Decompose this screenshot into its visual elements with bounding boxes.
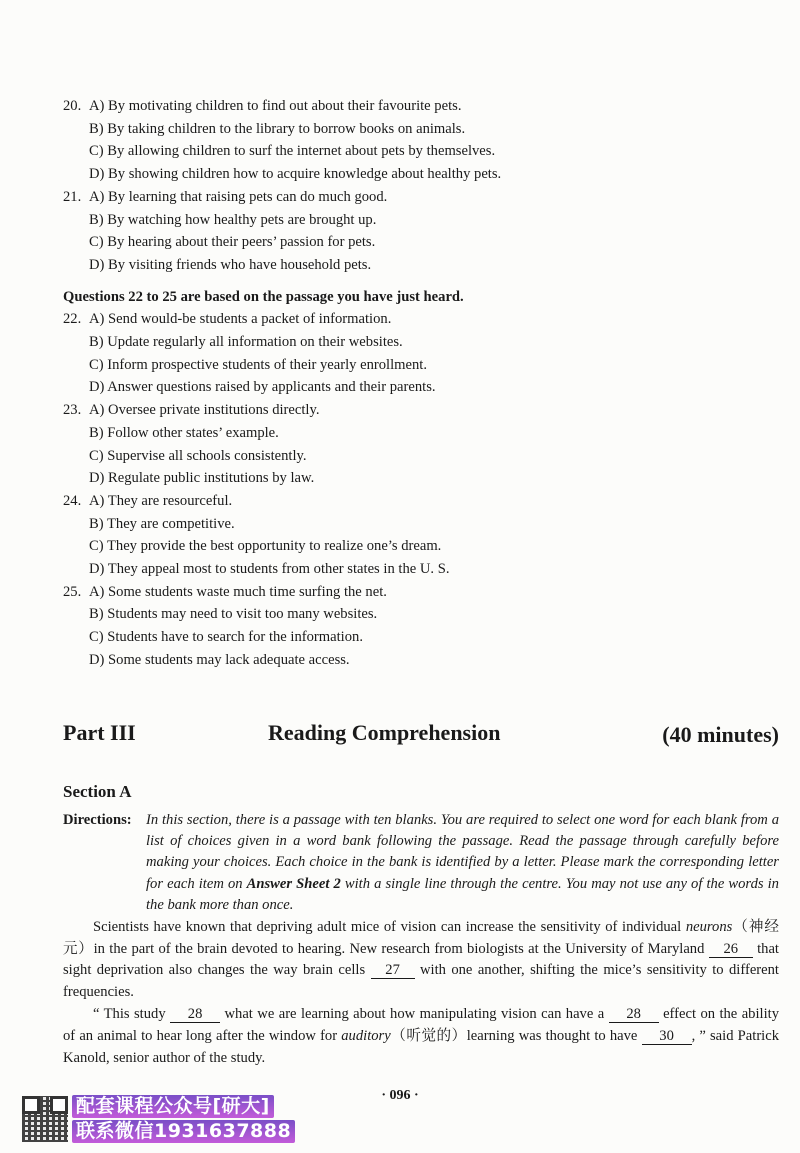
answer-sheet-ref: Answer Sheet 2 (246, 875, 341, 892)
option-text: A) By motivating children to find out about their favourite pets. (89, 98, 462, 114)
watermark-line-2: 联系微信1931637888 (72, 1120, 295, 1143)
option-text: B) Students may need to visit too many websites. (89, 606, 378, 623)
question-option (63, 209, 763, 232)
question-option (63, 118, 763, 141)
option-text: C) By allowing children to surf the internet about pets by themselves. (89, 143, 496, 160)
question-option (63, 186, 763, 209)
qr-code-icon (22, 1096, 68, 1142)
blank-28b: 28 (609, 1006, 659, 1023)
question-option (63, 626, 763, 649)
question-number: 20. (63, 98, 82, 114)
passage-paragraph: Scientists have known that depriving adult mice of vision can increase the sensitivity of individual neurons（神经元）in the part of the brain devoted to hearing. New research from biologists at the University of Maryland 26 that sight deprivation also changes the way brain cells 27 with one another, shifting the mice’s sensitivity to different frequencies. (63, 919, 779, 1000)
question-option (63, 422, 763, 445)
option-text: C) Supervise all schools consistently. (89, 447, 307, 464)
directions-text: In this section, there is a passage with ten blanks. You are required to select one word for each blank from a list of choices given in a word bank following the passage. Read the passage through carefully before making your choices. Each choice in the bank is identified by a letter. Please mark the corresponding letter for each item on Answer Sheet 2 with a single line through the centre. You may not use any of the words in the bank more than once. (146, 812, 779, 913)
option-text: C) Students have to search for the information. (89, 629, 363, 646)
question-option (63, 399, 763, 422)
question-option (63, 254, 763, 277)
question-option (63, 581, 763, 604)
option-text: D) Answer questions raised by applicants and their parents. (89, 379, 436, 396)
option-text: C) By hearing about their peers’ passion for pets. (89, 234, 376, 251)
question-option (63, 490, 763, 513)
option-text: A) Some students waste much time surfing the net. (89, 583, 387, 600)
passage-paragraph: “ This study 28 what we are learning about how manipulating vision can have a 28 effect on the ability of an animal to hear long after the window for auditory（听觉的）learning was thought to have 30 , ” said Patrick Kanold, senior author of the study. (63, 1006, 780, 1066)
question-option (63, 649, 763, 672)
blank-30: 30 (642, 1028, 692, 1045)
option-text: C) They provide the best opportunity to realize one’s dream. (89, 538, 442, 555)
part-time: (40 minutes) (662, 722, 779, 747)
watermark (22, 1094, 322, 1146)
question-option (63, 354, 763, 377)
passage-heading: Questions 22 to 25 are based on the passage you have just heard. (63, 288, 464, 305)
option-text: B) They are competitive. (89, 515, 235, 532)
part-header (63, 720, 779, 754)
question-option (63, 95, 763, 118)
question-number: 21. (63, 188, 82, 205)
question-option (63, 376, 763, 399)
option-text: A) Send would-be students a packet of information. (89, 311, 392, 328)
option-text: A) They are resourceful. (89, 492, 233, 509)
option-text: D) By showing children how to acquire knowledge about healthy pets. (89, 166, 502, 183)
option-text: B) Update regularly all information on their websites. (89, 334, 403, 351)
option-text: A) Oversee private institutions directly. (89, 402, 320, 419)
option-text: D) Some students may lack adequate access. (89, 651, 350, 668)
question-number: 24. (63, 492, 82, 509)
directions (63, 810, 779, 916)
watermark-line-1: 配套课程公众号[研大] (72, 1095, 274, 1118)
question-option (63, 163, 763, 186)
option-text: A) By learning that raising pets can do much good. (89, 188, 388, 205)
question-option (63, 558, 763, 581)
option-text: B) By watching how healthy pets are brought up. (89, 211, 377, 228)
question-option (63, 140, 763, 163)
part-title: Reading Comprehension (268, 720, 501, 745)
blank-27: 27 (371, 962, 415, 979)
question-option (63, 467, 763, 490)
question-number: 22. (63, 311, 82, 328)
question-option (63, 603, 763, 626)
option-text: D) Regulate public institutions by law. (89, 470, 315, 487)
directions-label: Directions: (63, 812, 132, 828)
page-number: · 096 · (381, 1088, 419, 1103)
blank-26: 26 (709, 941, 753, 958)
option-text: B) By taking children to the library to borrow books on animals. (89, 120, 466, 137)
question-option (63, 445, 763, 468)
section-title: Section A (63, 782, 132, 801)
question-option (63, 308, 763, 331)
question-option (63, 331, 763, 354)
listening-questions (63, 95, 763, 672)
question-number: 25. (63, 583, 82, 600)
blank-28a: 28 (170, 1006, 220, 1023)
option-text: B) Follow other states’ example. (89, 424, 279, 441)
option-text: D) They appeal most to students from other states in the U. S. (89, 561, 450, 578)
question-group-20-21 (63, 95, 763, 277)
question-number: 23. (63, 402, 82, 419)
option-text: C) Inform prospective students of their yearly enrollment. (89, 356, 427, 373)
question-option (63, 535, 763, 558)
part-label: Part III (63, 720, 136, 745)
option-text: D) By visiting friends who have household pets. (89, 256, 372, 273)
question-group-22-25 (63, 308, 763, 671)
question-option (63, 513, 763, 536)
question-option (63, 231, 763, 254)
reading-passage (63, 917, 779, 1070)
